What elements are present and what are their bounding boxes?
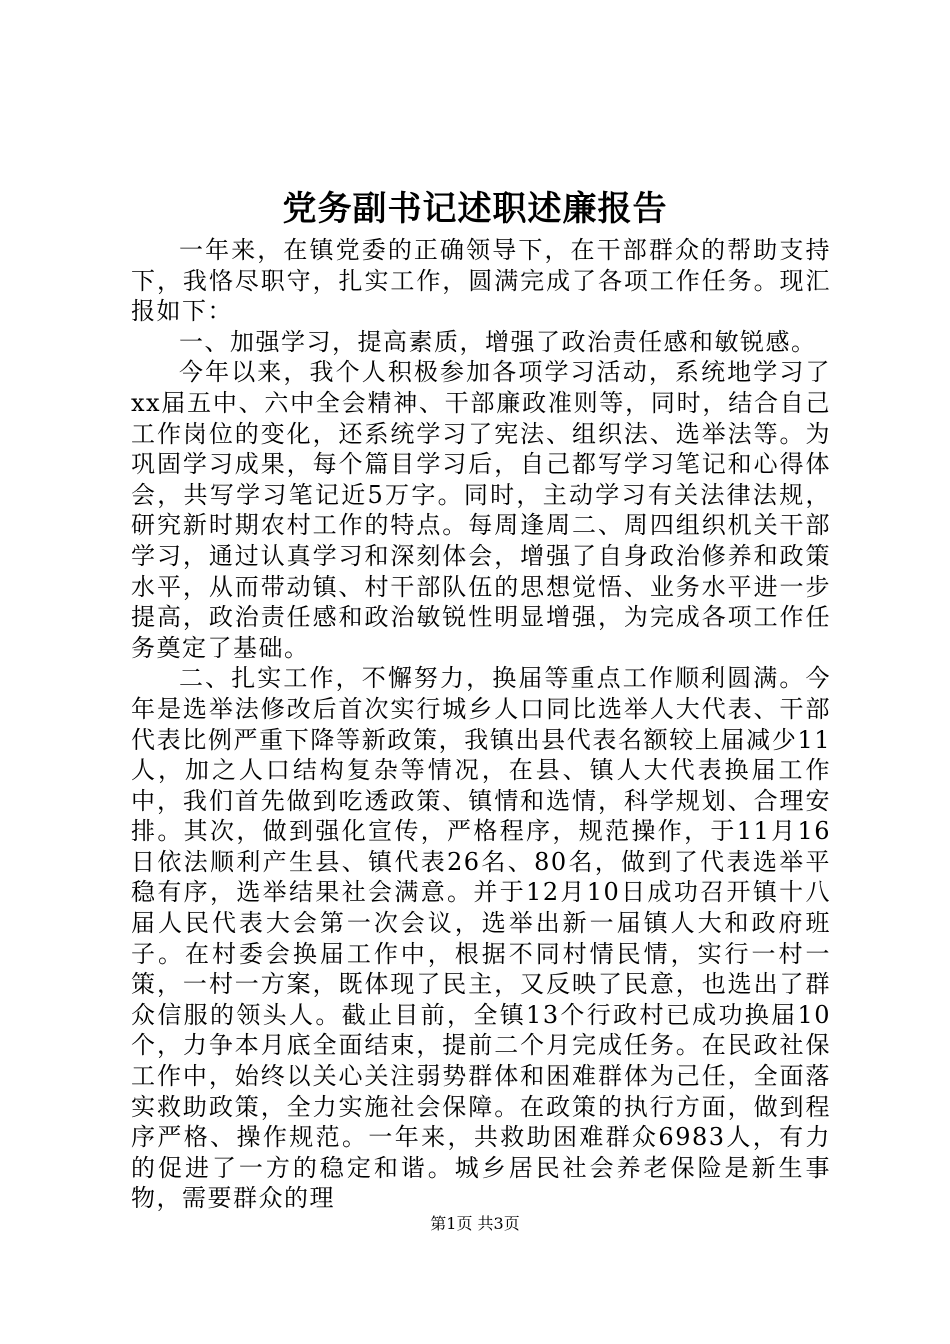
document-body bbox=[131, 235, 831, 1214]
paragraph-heading-2-work: 二、扎实工作，不懈努力，换届等重点工作顺利圆满。今年是选举法修改后首次实行城乡人口同比选举人大代表、干部代表比例严重下降等新政策，我镇出县代表名额较上届减少11人，加之人口结构复杂等情况，在县、镇人大代表换届工作中，我们首先做到吃透政策、镇情和选情，科学规划、合理安排。其次，做到强化宣传，严格程序，规范操作，于11月16日依法顺利产生县、镇代表26名、80名，做到了代表选举平稳有序，选举结果社会满意。并于12月10日成功召开镇十八届人民代表大会第一次会议，选举出新一届镇人大和政府班子。在村委会换届工作中，根据不同村情民情，实行一村一策，一村一方案，既体现了民主，又反映了民意，也选出了群众信服的领头人。截止目前，全镇13个行政村已成功换届10个，力争本月底全面结束，提前二个月完成任务。在民政社保工作中，始终以关心关注弱势群体和困难群体为己任，全面落实救助政策，全力实施社会保障。在政策的执行方面，做到程序严格、操作规范。一年来，共救助困难群众6983人，有力的促进了一方的稳定和谐。城乡居民社会养老保险是新生事物，需要群众的理 bbox=[131, 664, 831, 1213]
document-title: 党务副书记述职述廉报告 bbox=[282, 189, 668, 229]
paragraph-study: 今年以来，我个人积极参加各项学习活动，系统地学习了xx届五中、六中全会精神、干部廉政准则等，同时，结合自己工作岗位的变化，还系统学习了宪法、组织法、选举法等。为巩固学习成果，每个篇目学习后，自己都写学习笔记和心得体会，共写学习笔记近5万字。同时，主动学习有关法律法规，研究新时期农村工作的特点。每周逢周二、周四组织机关干部学习，通过认真学习和深刻体会，增强了自身政治修养和政策水平，从而带动镇、村干部队伍的思想觉悟、业务水平进一步提高，政治责任感和政治敏锐性明显增强，为完成各项工作任务奠定了基础。 bbox=[131, 358, 831, 662]
page-footer: 第1页 共3页 bbox=[430, 1214, 520, 1233]
paragraph-heading-1: 一、加强学习，提高素质，增强了政治责任感和敏锐感。 bbox=[179, 327, 817, 356]
paragraph-intro: 一年来，在镇党委的正确领导下，在干部群众的帮助支持下，我恪尽职守，扎实工作，圆满完成了各项工作任务。现汇报如下： bbox=[131, 236, 831, 326]
